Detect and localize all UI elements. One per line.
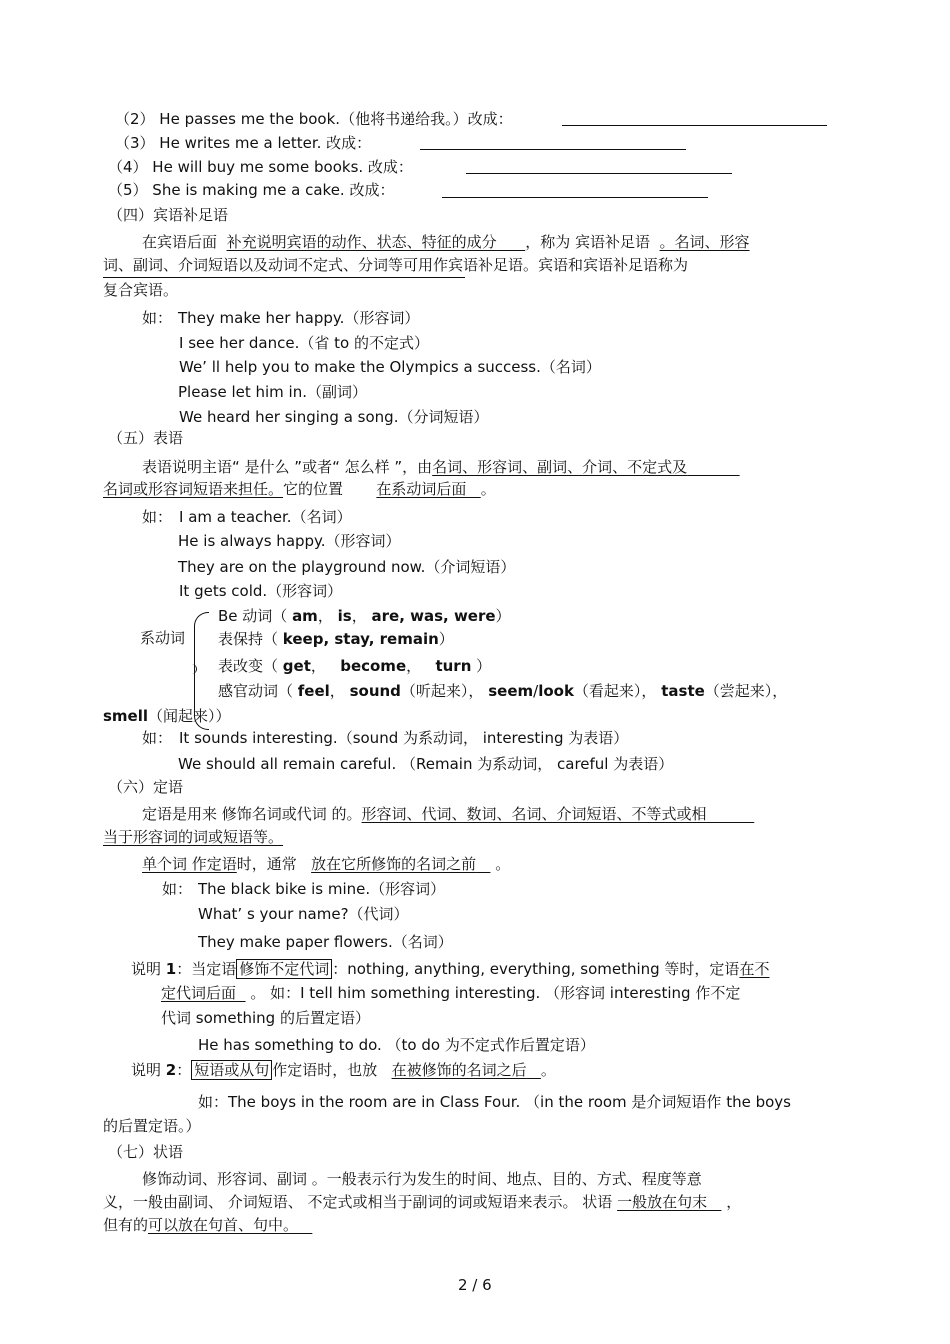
- exercise-4-text: （4） He will buy me some books. 改成：: [108, 158, 413, 176]
- note-2-example: 如：The boys in the room are in Class Four. （in the room 是介词短语作 the boys: [198, 1093, 791, 1111]
- p4-text-c: 。名词、形容: [659, 233, 750, 251]
- lv-be-rest: are, was, were: [371, 607, 496, 625]
- note-2-example-line2: 的后置定语。）: [103, 1117, 201, 1135]
- lv-be-is: is: [337, 607, 352, 625]
- example-4-4: Please let him in.（副词）: [178, 383, 367, 401]
- lv-be-am: am: [292, 607, 318, 625]
- note-2-label: 说明: [131, 1061, 166, 1079]
- p6b-text-b: 。: [495, 855, 511, 873]
- p4-text-a: 在宾语后面: [142, 233, 218, 251]
- lv-sense-sep: ，: [329, 682, 345, 700]
- lv-keep-words: keep, stay, remain: [282, 630, 439, 648]
- linking-verb-smell: [103, 709, 231, 724]
- lv-sense-look-gloss: （看起来），: [573, 682, 657, 700]
- p6-underline-1: 形容词、代词、数词、名词、介词短语、不等式或相: [361, 805, 707, 823]
- lv-change-turn: turn: [435, 657, 472, 675]
- p5-underline-2: 名词或形容词短语来担任。: [103, 480, 284, 498]
- lv-sense-a: 感官动词（: [218, 682, 298, 700]
- lv-sense-sound-gloss: （听起来），: [400, 682, 484, 700]
- example-6-1: The black bike is mine.（形容词）: [198, 880, 446, 898]
- p4-underline-1: 补充说明宾语的动作、状态、特征的成分: [226, 233, 497, 251]
- exercise-2-text: （2） He passes me the book.（他将书递给我。）改成：: [115, 110, 513, 128]
- example-4-1: They make her happy.（形容词）: [178, 309, 420, 327]
- section-6-para-line2: [103, 830, 283, 845]
- example-5b-2: We should all remain careful. （Remain 为系动词， careful 为表语）: [178, 755, 674, 773]
- p7-text-b: ，: [726, 1193, 742, 1211]
- linking-verb-be: [218, 609, 511, 624]
- section-7-para-line2: [103, 1195, 741, 1210]
- note-1-line1: [131, 962, 769, 977]
- lv-sense-taste-gloss: （尝起来），: [704, 682, 788, 700]
- example-4-2: I see her dance.（省 to 的不定式）: [179, 334, 429, 352]
- p6b-text-a: 时，通常: [236, 855, 297, 873]
- exercise-2: [115, 112, 513, 127]
- section-4-title: （四）宾语补足语: [108, 206, 229, 224]
- lv-be-close: ）: [495, 607, 511, 625]
- example-4-label: 如：: [142, 309, 173, 327]
- answer-blank-4[interactable]: [466, 161, 732, 174]
- note-1-text-e: 。 如：I tell him something interesting. （形容词 interesting 作不定: [250, 984, 741, 1002]
- p5-text-b: 它的位置: [283, 480, 344, 498]
- lv-change-become: become: [340, 657, 407, 675]
- answer-blank-5[interactable]: [442, 185, 708, 198]
- page-number: 2 / 6: [458, 1276, 492, 1294]
- section-5-para-line1: [142, 460, 740, 475]
- answer-blank-2[interactable]: [562, 113, 827, 126]
- section-7-para-line3: [103, 1218, 312, 1233]
- example-5-2: He is always happy.（形容词）: [178, 532, 401, 550]
- example-4-3: We’ ll help you to make the Olympics a success.（名词）: [179, 358, 601, 376]
- example-5-1: I am a teacher.（名词）: [179, 508, 352, 526]
- lv-be-a: Be 动词（: [218, 607, 293, 625]
- lv-smell: smell: [103, 707, 149, 725]
- p7-text-c: 但有的: [103, 1216, 149, 1234]
- lv-keep-a: 表保持（: [218, 630, 283, 648]
- section-5-title: （五）表语: [108, 429, 184, 447]
- linking-verb-label: 系动词: [140, 629, 186, 647]
- p6b-underline-2: 放在它所修饰的名词之前: [311, 855, 477, 873]
- lv-keep-close: ）: [438, 630, 454, 648]
- section-4-para-line2: 词、副词、介词短语以及动词不定式、分词等可用作宾语补足语。宾语和宾语补足语称为: [103, 256, 689, 274]
- example-6-3: They make paper flowers.（名词）: [198, 933, 453, 951]
- answer-blank-3[interactable]: [420, 137, 686, 150]
- section-5-para-line2: [103, 482, 496, 497]
- p4-term: 宾语补足语: [574, 233, 650, 251]
- p5-text-a: 表语说明主语“ 是什么 ”或者“ 怎么样 ”，由: [142, 458, 433, 476]
- p6-underline-2: 当于形容词的词或短语等。: [103, 828, 284, 846]
- note-1-line3: 代词 something 的后置定语）: [161, 1009, 370, 1027]
- note-2-text-e: 。: [540, 1061, 556, 1079]
- p5-underline-1: 名词、形容词、副词、介词、不定式及: [432, 458, 688, 476]
- lv-sense-taste: taste: [661, 682, 705, 700]
- section-4-para-line1: [142, 235, 750, 250]
- linking-verb-keep: [218, 632, 454, 647]
- exercise-5: [108, 183, 394, 198]
- section-7-title: （七）状语: [108, 1143, 184, 1161]
- linking-verb-sense: [218, 684, 787, 699]
- lv-sense-slash: /: [533, 682, 539, 700]
- lv-change-sep2: ，: [406, 657, 422, 675]
- note-1-underline-2: 定代词后面: [161, 984, 237, 1002]
- exercise-4: [108, 160, 413, 175]
- example-5-label: 如：: [142, 508, 173, 526]
- note-1-line2: [161, 986, 740, 1001]
- lv-change-close: ）: [476, 657, 492, 675]
- p4-text-b: ，称为: [525, 233, 571, 251]
- linking-verb-change: [218, 659, 491, 674]
- p5-text-c: 。: [480, 480, 496, 498]
- p4-line2-underline: [103, 277, 465, 278]
- lv-sense-look: look: [538, 682, 574, 700]
- note-1-text-d: ：nothing, anything, everything, something 等时，定语: [332, 960, 740, 978]
- exercise-3: [115, 136, 371, 151]
- lv-be-sep1: ，: [317, 607, 333, 625]
- exercise-3-text: （3） He writes me a letter. 改成：: [115, 134, 372, 152]
- section-7-para-line1: 修饰动词、形容词、副词 。一般表示行为发生的时间、地点、目的、方式、程度等意: [142, 1170, 702, 1188]
- note-1-label: 说明: [131, 960, 166, 978]
- lv-be-sep2: ，: [351, 607, 367, 625]
- example-5-4: It gets cold.（形容词）: [179, 582, 343, 600]
- section-6-title: （六）定语: [108, 778, 184, 796]
- lv-smell-gloss: （闻起来））: [148, 707, 231, 725]
- note-1-boxed-term: 修饰不定代词: [236, 959, 332, 979]
- section-6-para-line3: [142, 857, 510, 872]
- lv-sense-feel: feel: [297, 682, 330, 700]
- example-6-2: What’ s your name?（代词）: [198, 905, 409, 923]
- note-2-text-d: 作定语时，也放: [272, 1061, 378, 1079]
- lv-change-get: get: [282, 657, 311, 675]
- example-5b-label: 如：: [142, 729, 173, 747]
- lv-sense-seem: seem: [488, 682, 534, 700]
- note-2-boxed-term: 短语或从句: [191, 1060, 272, 1080]
- lv-change-a: 表改变（: [218, 657, 283, 675]
- note-2-number: 2: [165, 1061, 177, 1079]
- note-1-text-c: ：当定语: [176, 960, 237, 978]
- example-6-label: 如：: [162, 880, 193, 898]
- p5-underline-3: 在系动词后面: [376, 480, 467, 498]
- example-4-5: We heard her singing a song.（分词短语）: [179, 408, 489, 426]
- example-5-3: They are on the playground now.（介词短语）: [178, 558, 516, 576]
- note-1-number: 1: [165, 960, 177, 978]
- section-4-para-line3: 复合宾语。: [103, 281, 179, 299]
- p7-underline-2: 可以放在句首、句中。: [148, 1216, 299, 1234]
- exercise-5-text: （5） She is making me a cake. 改成：: [108, 181, 395, 199]
- p7-text-a: 义，一般由副词、 介词短语、 不定式或相当于副词的词或短语来表示。 状语: [103, 1193, 613, 1211]
- p6b-underline-1: 单个词 作定语: [142, 855, 237, 873]
- lv-sense-sound: sound: [349, 682, 401, 700]
- lv-change-sep1: ，: [310, 657, 326, 675]
- note-1-underline-1: 在不: [739, 960, 770, 978]
- note-1-example: He has something to do. （to do 为不定式作后置定语）: [198, 1036, 595, 1054]
- note-2-line1: [131, 1063, 556, 1078]
- p6-text-a: 定语是用来 修饰名词或代词 的。: [142, 805, 362, 823]
- section-6-para-line1: [142, 807, 754, 822]
- note-2-text-c: ：: [176, 1061, 192, 1079]
- example-5b-1: It sounds interesting.（sound 为系动词， interesting 为表语）: [179, 729, 629, 747]
- p7-underline-1: 一般放在句末: [617, 1193, 708, 1211]
- note-2-underline: 在被修饰的名词之后: [391, 1061, 527, 1079]
